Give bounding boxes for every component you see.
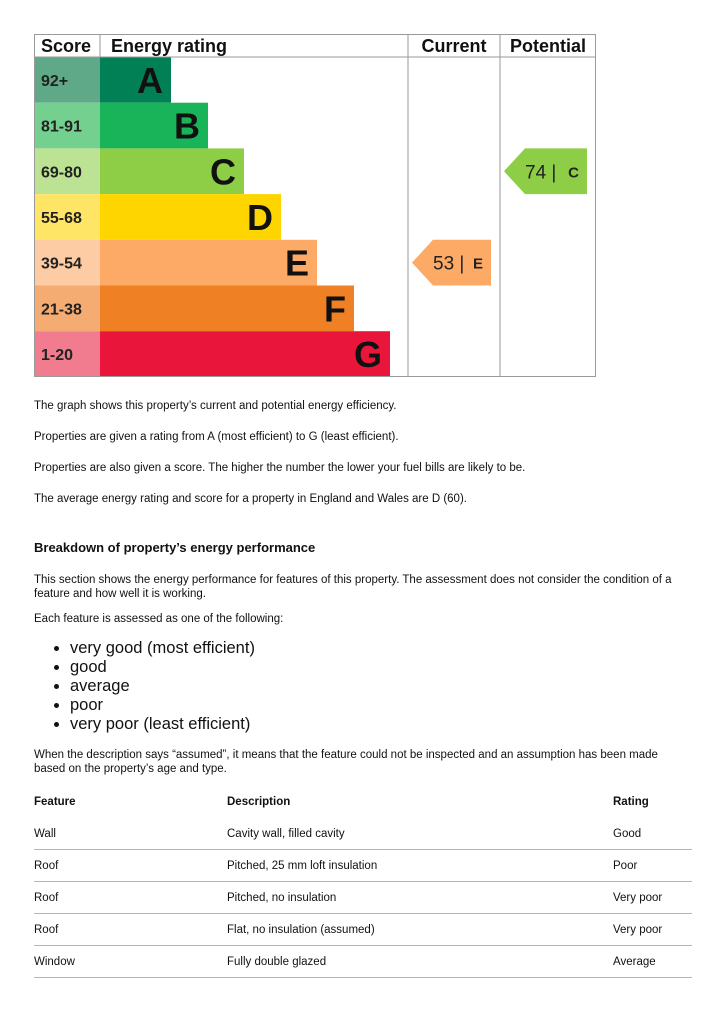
- breakdown-heading: Breakdown of property’s energy performance: [34, 540, 316, 555]
- intro-text-3: Properties are also given a score. The higher the number the lower your fuel bills are likely to be.: [34, 462, 526, 474]
- feature-cell: Window: [34, 946, 227, 978]
- rating-letter-a: A: [137, 59, 163, 101]
- score-range-d: 55-68: [41, 209, 82, 227]
- column-header-description: Description: [227, 796, 291, 808]
- rating-cell: Average: [613, 946, 692, 978]
- rating-letter-d: D: [247, 196, 273, 238]
- rating-letter-b: B: [174, 105, 200, 147]
- score-range-e: 39-54: [41, 255, 82, 273]
- header-potential: Potential: [509, 36, 587, 56]
- assessment-intro: Each feature is assessed as one of the following:: [34, 613, 284, 625]
- column-header-rating: Rating: [613, 796, 649, 808]
- intro-text-4: The average energy rating and score for a property in England and Wales are D (60).: [34, 493, 467, 505]
- description-cell: Pitched, 25 mm loft insulation: [227, 850, 613, 882]
- table-row: [34, 850, 692, 882]
- list-item: • very good (most efficient): [70, 639, 255, 658]
- intro-text-2: Properties are given a rating from A (most efficient) to G (least efficient).: [34, 431, 399, 443]
- rating-cell: Good: [613, 818, 692, 850]
- rating-levels-list: [34, 639, 255, 734]
- rating-letter-g: G: [353, 334, 382, 376]
- table-row: [34, 946, 692, 978]
- assumed-note: When the description says “assumed”, it means that the feature could not be inspected and an assumption has been made based on the property’s age and type.: [34, 749, 658, 775]
- description-cell: Fully double glazed: [227, 946, 613, 978]
- features-table: [34, 786, 692, 978]
- description-cell: Pitched, no insulation: [227, 882, 613, 914]
- feature-cell: Roof: [34, 914, 227, 946]
- rating-bar-f: [100, 286, 354, 332]
- rating-cell: Poor: [613, 850, 692, 882]
- rating-letter-c: C: [210, 151, 236, 193]
- energy-rating-graph: [34, 34, 596, 377]
- description-cell: Flat, no insulation (assumed): [227, 914, 613, 946]
- rating-letter-e: E: [284, 242, 309, 284]
- score-range-a: 92+: [41, 72, 69, 90]
- breakdown-text: This section shows the energy performance for features of this property. The assessment does not consider the condition of a feature and how well it is working.: [34, 574, 672, 600]
- current-letter: E: [472, 255, 483, 273]
- table-header-row: [34, 786, 692, 818]
- table-row: [34, 882, 692, 914]
- score-range-f: 21-38: [41, 301, 82, 319]
- header-score: Score: [41, 36, 92, 56]
- table-row: [34, 914, 692, 946]
- potential-score: 74 |: [525, 162, 557, 184]
- score-range-g: 1-20: [41, 347, 74, 365]
- list-item: • good: [70, 658, 255, 677]
- description-cell: Cavity wall, filled cavity: [227, 818, 613, 850]
- intro-text-1: The graph shows this property’s current and potential energy efficiency.: [34, 400, 397, 412]
- rating-bar-g: [100, 331, 390, 377]
- score-range-b: 81-91: [41, 118, 82, 136]
- current-score: 53 |: [433, 253, 465, 275]
- table-row: [34, 818, 692, 850]
- rating-letter-f: F: [324, 288, 346, 330]
- feature-cell: Roof: [34, 882, 227, 914]
- score-range-c: 69-80: [41, 164, 82, 182]
- header-energy-rating: Energy rating: [111, 36, 228, 56]
- rating-cell: Very poor: [613, 914, 692, 946]
- column-header-feature: Feature: [34, 796, 76, 808]
- energy-rating-chart: [34, 34, 596, 377]
- list-item: • average: [70, 677, 255, 696]
- feature-cell: Wall: [34, 818, 227, 850]
- list-item: • poor: [70, 696, 255, 715]
- potential-letter: C: [568, 164, 579, 182]
- header-current: Current: [421, 36, 487, 56]
- feature-cell: Roof: [34, 850, 227, 882]
- rating-cell: Very poor: [613, 882, 692, 914]
- list-item: • very poor (least efficient): [70, 715, 255, 734]
